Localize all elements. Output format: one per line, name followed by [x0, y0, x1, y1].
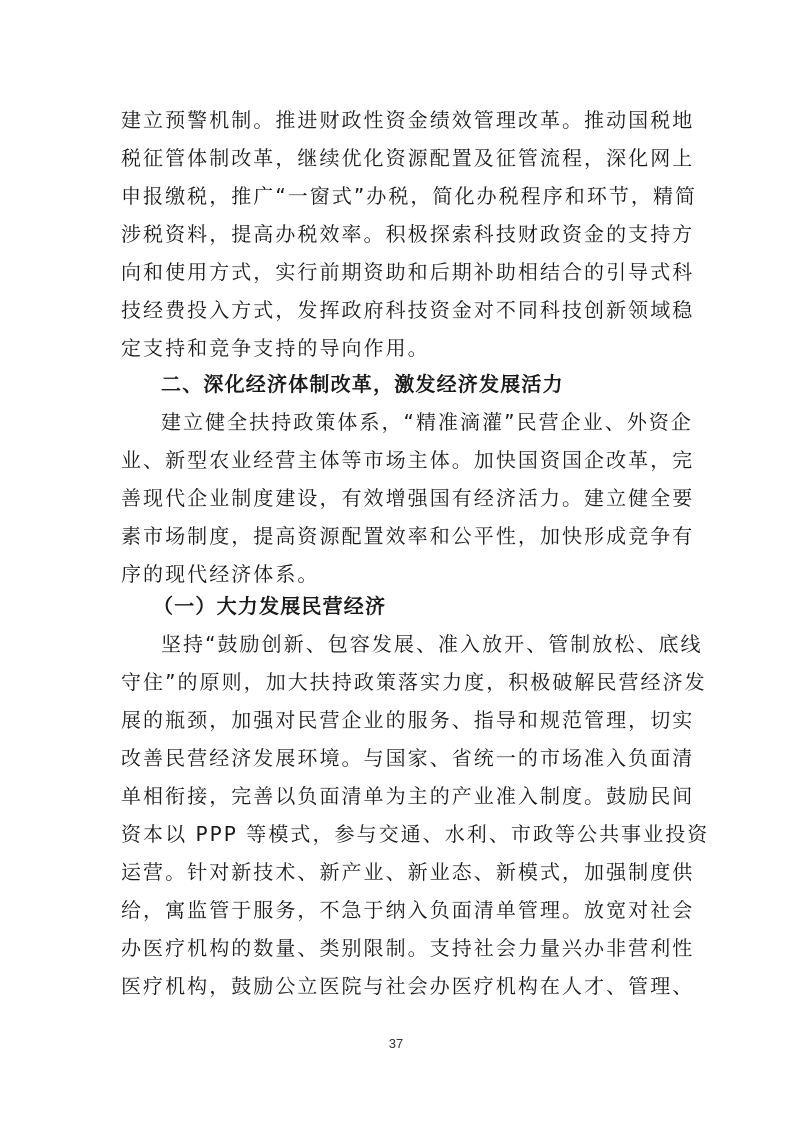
body-text-line: 给，寓监管于服务，不急于纳入负面清单管理。放宽对社会 [121, 898, 695, 922]
body-text-line: 建立健全扶持政策体系，“精准滴灌”民营企业、外资企 [161, 410, 693, 434]
page-number: 37 [388, 1036, 404, 1051]
subsection-heading: （一）大力发展民营经济 [153, 594, 387, 618]
body-text-line: 申报缴税，推广“一窗式”办税，简化办税程序和环节，精简 [121, 184, 698, 208]
body-text-line: 技经费投入方式，发挥政府科技资金对不同科技创新领域稳 [121, 298, 695, 322]
section-heading: 二、深化经济体制改革，激发经济发展活力 [161, 372, 564, 396]
body-text-line: 办医疗机构的数量、类别限制。支持社会力量兴办非营利性 [121, 936, 695, 960]
body-text-line: 向和使用方式，实行前期资助和后期补助相结合的引导式科 [121, 260, 695, 284]
body-text-line: 坚持“鼓励创新、包容发展、准入放开、管制放松、底线 [161, 632, 703, 656]
body-text-line: 涉税资料，提高办税效率。积极探索科技财政资金的支持方 [121, 222, 695, 246]
body-text-line: 税征管体制改革，继续优化资源配置及征管流程，深化网上 [121, 146, 695, 170]
body-text-line: 善现代企业制度建设，有效增强国有经济活力。建立健全要 [121, 486, 695, 510]
body-text-line: 守住”的原则，加大扶持政策落实力度，积极破解民营经济发 [121, 670, 707, 694]
body-text-line: 展的瓶颈，加强对民营企业的服务、指导和规范管理，切实 [121, 708, 695, 732]
body-text-line: 资本以 PPP 等模式，参与交通、水利、市政等公共事业投资 [121, 822, 710, 846]
body-text-line: 单相衔接，完善以负面清单为主的产业准入制度。鼓励民间 [121, 784, 695, 808]
body-text-line: 医疗机构，鼓励公立医院与社会办医疗机构在人才、管理、 [121, 974, 695, 998]
body-text-line: 定支持和竞争支持的导向作用。 [121, 336, 430, 360]
body-text-line: 建立预警机制。推进财政性资金绩效管理改革。推动国税地 [121, 108, 695, 132]
body-text-line: 素市场制度，提高资源配置效率和公平性，加快形成竞争有 [121, 524, 695, 548]
body-text-line: 运营。针对新技术、新产业、新业态、新模式，加强制度供 [121, 860, 695, 884]
body-text-line: 改善民营经济发展环境。与国家、省统一的市场准入负面清 [121, 746, 695, 770]
body-text-line: 序的现代经济体系。 [121, 562, 320, 586]
body-text-line: 业、新型农业经营主体等市场主体。加快国资国企改革，完 [121, 448, 695, 472]
